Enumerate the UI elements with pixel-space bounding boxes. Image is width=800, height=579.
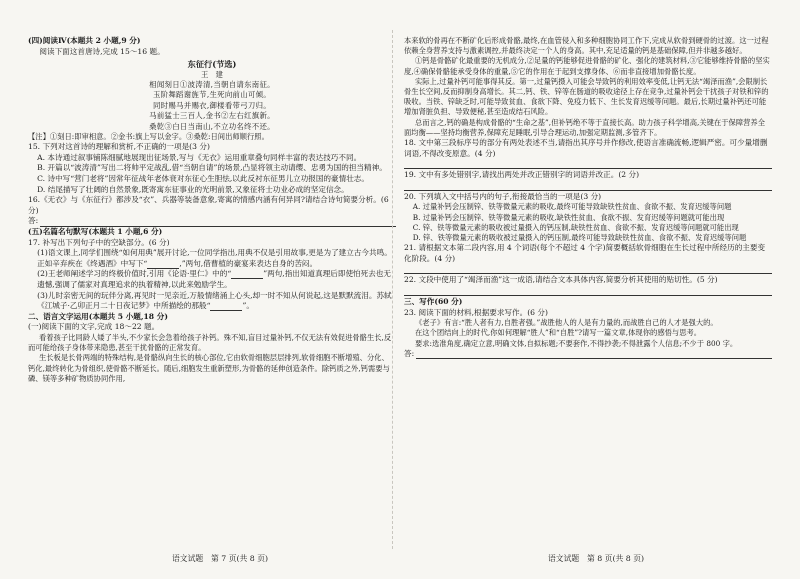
q17-item-1: (1)语文课上,同学们围绕“如何用典”展开讨论,一位同学指出,用典不仅是引用故事,更是为了建立古今共鸣。正如辛弃疾在《终遇酒》中写下“ ,”两句,借曹植的豪宴来表达自身的苦闷。 <box>37 248 392 268</box>
answer-line[interactable] <box>404 181 772 191</box>
section-language-title: 二、语言文字运用(本题共 5 小题,18 分) <box>28 311 168 321</box>
question-19: 19. 文中有多处错别字,请找出两处并改正错别字的词语并改正。(2 分) <box>404 170 640 180</box>
footer-page-8: 语文试题 第 8 页(共 8 页) <box>548 554 645 563</box>
q15-option-d: D. 结尾描写了壮阔的自然景象,既寄寓东征事业的光明前景,又象征将士功业必成的坚定信念。 <box>37 184 349 194</box>
writing-prompt: 在这个团结向上的时代,你如何理解“胜人”和“自胜”?请写一篇文章,体现你的感悟与思考。 <box>414 328 702 338</box>
q17-item-2: (2)王老师阐述学习的终极价值时,引用《论语·里仁》中的“ ”两句,指出知道真理后即使怕死去也无遗憾,强调了儒家对真理追求的执着精神,以此来勉励学生。 <box>37 269 392 289</box>
poem-line: 同时赐马并赐衣,御楼看带弓刀归。 <box>152 100 271 110</box>
answer-line[interactable] <box>404 159 772 169</box>
writing-prompt: 《老子》有言:“胜人者有力,自胜者强。”战胜他人的人是有力量的,而战胜自己的人才是强大的。 <box>414 318 718 328</box>
q15-option-c: C. 诗中写“营门老将”因常年征战年老体衰对东征心生胆怯,以此反衬东征男儿立功报国的豪情壮志。 <box>37 174 369 183</box>
answer-label: 答: <box>28 216 39 226</box>
poem-line: 马前猛士三百人,金书②左右红旗新。 <box>149 111 275 121</box>
passage-paragraph: 看着孩子比同龄人矮了半头,不少家长会急着给孩子补钙。殊不知,盲目过量补钙,不仅无法有效促进骨骼生长,反而可能给孩子身体带来隐患,甚至干扰骨骼的正常发育。 <box>28 332 392 353</box>
page-divider <box>392 30 393 549</box>
section-recitation-title: (五)名篇名句默写(本题共 1 小题,6 分) <box>28 226 163 236</box>
poem-author: 王 建 <box>201 69 223 79</box>
passage-paragraph: 生长板是长骨两端的特殊结构,是骨骼纵向生长的核心部位,它由软骨细胞层层排列,软骨细胞不断增殖、分化、钙化,最终转化为骨组织,使骨骼不断延长。随后,细胞发生重新塑形,为骨骼的延伸创造条件。除钙质之外,钙需要与磷、镁等多种矿物质协同作用, <box>28 353 390 383</box>
q20-option-b: B. 过量补钙会压制锌、铁等微量元素的吸收,缺铁性贫血、食欲不振、发育迟缓等问题就可能出现 <box>412 212 725 222</box>
fill-blank[interactable] <box>147 259 179 269</box>
question-18: 18. 文中第三段标序号的部分有两处表述不当,请指出其序号并作修改,使语言准确流畅,逻辑严密。可少量增删词语,不得改变原意。(4 分) <box>404 138 768 158</box>
passage-paragraph: 本来软的骨再在不断矿化后形成骨骼,最终,在血管侵入和多种细胞协同工作下,完成从软骨到硬骨的过渡。这一过程依赖全身营养支持与激素调控,并最终决定一个人的身高。其中,充足适量的钙是基础保障,但并非越多越好。 <box>404 36 769 56</box>
passage-paragraph: 总而言之,钙的确是构成骨骼的“生命之基”,但补钙绝不等于直接长高。助力孩子科学增高,关键在于保障营养全面均衡——坚持均衡营养,保障充足睡眠,引导合理运动,加强定期监测,多管齐下。 <box>404 117 766 137</box>
poem-line: 相闻刻日①波涛清,当朝自请东南征。 <box>149 79 275 89</box>
answer-line[interactable] <box>404 286 772 296</box>
q15-option-b: B. 开篇以“波涛清”写出二将帅平定战乱,借“当朝自请”的场景,凸显将领主动请缨、忠勇为国的担当精神。 <box>37 163 387 173</box>
poem-note: 【注】①刻日:即审相意。②金书:旗上写以金字。③桑乾:日间出师顺行照。 <box>28 132 269 142</box>
answer-line[interactable] <box>416 350 772 359</box>
poem-title: 东征行(节选) <box>187 59 237 70</box>
q20-option-d: D. 锌、铁等微量元素的吸收被过量摄入的钙压制,最终可能导致缺铁性贫血、食欲不振、发育迟缓等问题 <box>412 233 747 243</box>
section-reading-4-intro: 阅读下面这首唐诗,完成 15～16 题。 <box>39 46 165 56</box>
question-22: 22. 文段中使用了“竭泽而渔”这一成语,请结合文本具体内容,简要分析其使用的贴切性。(5 分) <box>404 275 718 285</box>
q23-answer-area[interactable] <box>404 349 772 360</box>
poem-line: 桑乾③白日当南山,不立功名终不还。 <box>149 121 275 131</box>
section-writing-title: 三、写作(60 分) <box>404 297 463 306</box>
left-page <box>28 36 396 384</box>
q15-option-a: A. 本诗通过叙事铺陈细腻地展现出征场景,写与《无衣》运用重章叠句同样丰富的表达技巧不同。 <box>37 152 362 162</box>
q16-answer-area[interactable] <box>28 216 396 227</box>
question-16: 16.《无衣》与《东征行》都涉及“衣”、兵器等装备意象,寄寓的情感内涵有何异同?请结合诗句简要分析。(6 分) <box>28 195 389 215</box>
question-21: 21. 请根据文本第二段内容,用 4 个词语(每个不超过 4 个字)简要概括软骨细胞在生长过程中所经历的主要变化阶段。(4 分) <box>404 243 766 263</box>
question-17: 17. 补写出下列句子中的空缺部分。(6 分) <box>28 237 170 247</box>
question-20: 20. 下列填入文中括号内的句子,衔接最恰当的一项是(3 分) <box>404 191 602 201</box>
passage-numbered-paragraph: ①钙是骨骼矿化最重要的无机成分,②足量的钙能够促进骨骼的矿化、强化的建筑材料,③它能够维持骨骼的坚实度,④确保骨骼能承受身体的重量,⑤它的作用在于起到支撑身体、⑥而非直接增加骨骼长度。 <box>404 56 770 76</box>
writing-requirements: 要求:选准角度,确定立意,明确文体,自拟标题;不要套作,不得抄袭;不得泄露个人信息;不少于 800 字。 <box>414 338 738 348</box>
question-23: 23. 阅读下面的材料,根据要求写作。(6 分) <box>404 307 548 317</box>
right-page <box>404 36 772 359</box>
answer-line[interactable] <box>40 218 396 227</box>
answer-label: 答: <box>404 348 415 358</box>
passage-paragraph: 实际上,过量补钙可能事得其反。第一,过量钙摄入可能会导致钙的利用效率变低,让钙无法“竭泽而渔”,会限制长骨生长空间,反而抑制身高增长。其二,钙、铁、锌等在肠道的吸收途径上存在竞争,过量补钙会干扰孩子对铁和锌的吸收。当铁、锌缺乏时,可能导致贫血、食欲下降、免疫力低下、生长发育迟缓等问题。最后,长期过量补钙还可能增加肾脏负担、导致便秘,甚至造成结石风险。 <box>404 76 769 117</box>
fill-blank[interactable] <box>210 301 242 311</box>
language-reading-intro: (一)阅读下面的文字,完成 18～22 题。 <box>28 322 160 332</box>
question-15: 15. 下列对这首诗的理解和赏析,不正确的一项是(3 分) <box>28 142 210 152</box>
fill-blank[interactable] <box>231 269 263 279</box>
footer-page-7: 语文试题 第 7 页(共 8 页) <box>172 554 269 563</box>
poem-line: 玉阶舞蹈谢旌节,生死向前山可倾。 <box>152 90 271 100</box>
q17-item-3: (3)儿时亲密无间的玩伴分离,再见时一见亲近,万般情绪涌上心头,却一时不知从何说起,这是默默流泪。苏轼《江城子·乙卯正月二十日夜记梦》中所描绘的那般“ ”。 <box>37 290 392 311</box>
section-reading-4-title: (四)阅读Ⅳ(本题共 2 小题,9 分) <box>28 36 141 45</box>
answer-line[interactable] <box>404 264 772 274</box>
q20-option-a: A. 过量补钙会压制锌、铁等微量元素的吸收,最终可能导致缺铁性贫血、食欲不振、发育迟缓等问题 <box>412 202 732 212</box>
q20-option-c: C. 锌、铁等微量元素的吸收被过量摄入的钙压制,缺铁性贫血、食欲不振、发育迟缓等问题就可能出现 <box>412 222 739 232</box>
poem-body <box>28 80 396 132</box>
